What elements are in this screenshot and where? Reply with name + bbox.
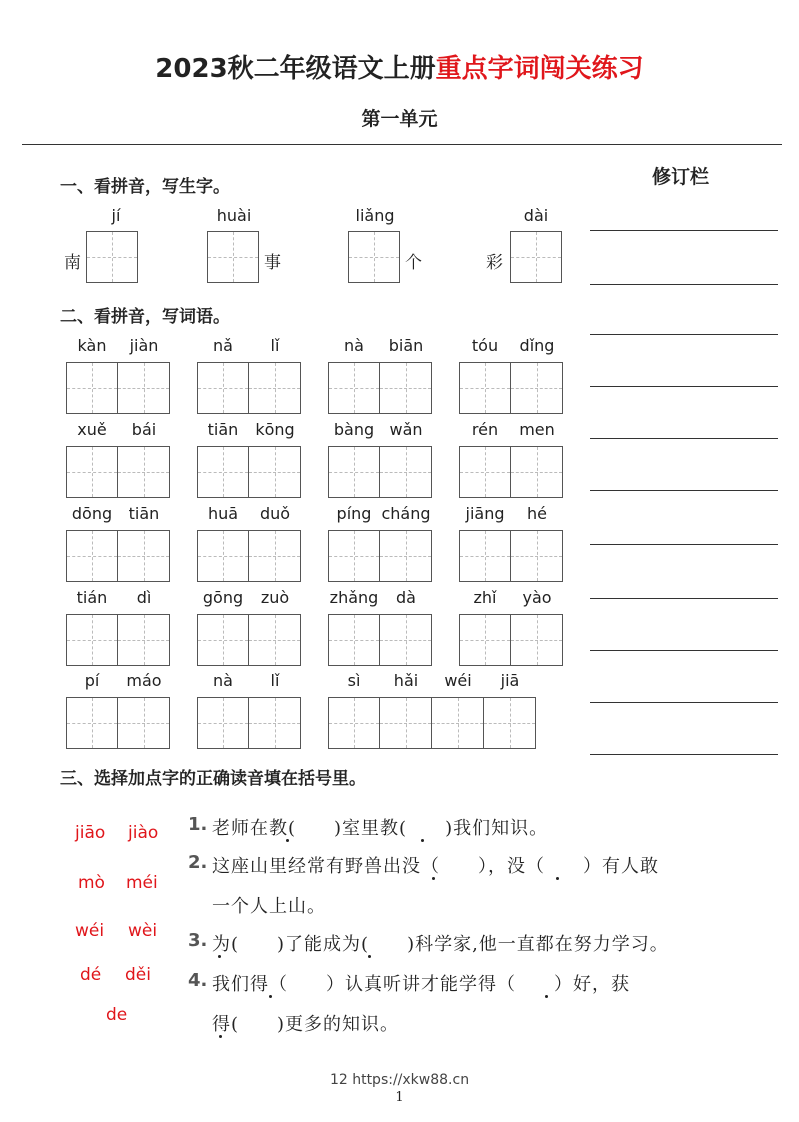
s2-pinyin: jiàn bbox=[129, 336, 159, 355]
s2-pinyin: huā bbox=[207, 504, 239, 523]
s1-pinyin: dài bbox=[523, 206, 549, 225]
writing-cell[interactable] bbox=[432, 697, 484, 749]
writing-cell[interactable] bbox=[511, 362, 563, 414]
question-number: 4. bbox=[188, 970, 208, 991]
writing-cell[interactable] bbox=[510, 231, 562, 283]
s2-answer-box[interactable] bbox=[66, 446, 170, 498]
s2-answer-box[interactable] bbox=[197, 446, 301, 498]
writing-cell[interactable] bbox=[380, 530, 432, 582]
option-pinyin: dé bbox=[80, 965, 102, 985]
s2-answer-box[interactable] bbox=[459, 446, 563, 498]
s2-pinyin: pí bbox=[84, 671, 100, 690]
page-title bbox=[0, 48, 799, 85]
emphasis-dot bbox=[219, 1035, 222, 1038]
s1-char-after: 事 bbox=[264, 253, 281, 273]
question-text: 老师在教( )室里教( )我们知识。 bbox=[212, 818, 549, 839]
s2-answer-box[interactable] bbox=[459, 362, 563, 414]
s1-char-before: 彩 bbox=[486, 253, 503, 273]
s2-answer-box[interactable] bbox=[66, 362, 170, 414]
s2-pinyin: hǎi bbox=[393, 671, 419, 690]
question-text-cont: 得( )更多的知识。 bbox=[212, 1014, 400, 1035]
writing-cell[interactable] bbox=[511, 446, 563, 498]
option-pinyin: děi bbox=[125, 965, 151, 985]
question-number: 1. bbox=[188, 814, 208, 835]
s1-answer-box[interactable] bbox=[207, 231, 259, 283]
writing-cell[interactable] bbox=[86, 231, 138, 283]
s2-pinyin: hé bbox=[527, 504, 547, 523]
question-text: 我们得（ ）认真听讲才能学得（ ）好，获 bbox=[212, 974, 630, 995]
writing-cell[interactable] bbox=[511, 530, 563, 582]
s2-pinyin: dǐng bbox=[519, 336, 555, 355]
s2-pinyin: kōng bbox=[255, 420, 295, 439]
s2-pinyin: dōng bbox=[71, 504, 113, 523]
section2-heading: 二、看拼音，写词语。 bbox=[60, 307, 230, 327]
s2-answer-box[interactable] bbox=[197, 530, 301, 582]
writing-cell[interactable] bbox=[328, 697, 380, 749]
writing-cell[interactable] bbox=[328, 530, 380, 582]
writing-cell[interactable] bbox=[380, 697, 432, 749]
s2-pinyin: nà bbox=[344, 336, 364, 355]
emphasis-dot bbox=[421, 839, 424, 842]
s2-pinyin: lǐ bbox=[270, 336, 280, 355]
option-pinyin: mò bbox=[78, 873, 105, 893]
writing-cell[interactable] bbox=[197, 446, 249, 498]
writing-cell[interactable] bbox=[459, 614, 511, 666]
emphasis-dot bbox=[432, 877, 435, 880]
s2-pinyin: dà bbox=[396, 588, 416, 607]
s2-pinyin: zhǐ bbox=[473, 588, 497, 607]
s2-answer-box[interactable] bbox=[66, 530, 170, 582]
title-main: 2023秋二年级语文上册 bbox=[155, 54, 436, 84]
writing-cell[interactable] bbox=[249, 697, 301, 749]
s2-pinyin: biān bbox=[388, 336, 424, 355]
option-pinyin: de bbox=[106, 1005, 128, 1025]
revision-line[interactable] bbox=[590, 598, 778, 599]
s2-pinyin: rén bbox=[471, 420, 499, 439]
writing-cell[interactable] bbox=[380, 614, 432, 666]
question-number: 2. bbox=[188, 852, 208, 873]
section3-heading: 三、选择加点字的正确读音填在括号里。 bbox=[60, 769, 366, 789]
s2-pinyin: bàng bbox=[333, 420, 375, 439]
writing-cell[interactable] bbox=[484, 697, 536, 749]
writing-cell[interactable] bbox=[197, 697, 249, 749]
s2-answer-box[interactable] bbox=[66, 697, 170, 749]
s2-pinyin: gōng bbox=[202, 588, 244, 607]
revision-line[interactable] bbox=[590, 334, 778, 335]
header-divider bbox=[22, 144, 782, 145]
writing-cell[interactable] bbox=[66, 530, 118, 582]
option-pinyin: jiāo bbox=[75, 823, 106, 843]
option-pinyin: wèi bbox=[128, 921, 158, 941]
writing-cell[interactable] bbox=[249, 614, 301, 666]
s2-pinyin: bái bbox=[131, 420, 157, 439]
s2-answer-box[interactable] bbox=[459, 614, 563, 666]
s2-pinyin: máo bbox=[126, 671, 162, 690]
s2-pinyin: tóu bbox=[471, 336, 499, 355]
revision-line[interactable] bbox=[590, 754, 778, 755]
emphasis-dot bbox=[269, 995, 272, 998]
s2-pinyin: lǐ bbox=[270, 671, 280, 690]
revision-line[interactable] bbox=[590, 230, 778, 231]
s2-pinyin: píng bbox=[336, 504, 372, 523]
option-pinyin: jiào bbox=[128, 823, 159, 843]
title-highlight: 重点字词闯关练习 bbox=[435, 54, 644, 84]
s2-pinyin: zhǎng bbox=[329, 588, 379, 607]
revision-line[interactable] bbox=[590, 544, 778, 545]
s2-pinyin: tiān bbox=[207, 420, 239, 439]
question-text: 为( )了能成为( )科学家,他一直都在努力学习。 bbox=[212, 934, 669, 955]
writing-cell[interactable] bbox=[459, 362, 511, 414]
writing-cell[interactable] bbox=[249, 446, 301, 498]
writing-cell[interactable] bbox=[118, 362, 170, 414]
s2-pinyin: xuě bbox=[77, 420, 107, 439]
s2-pinyin: kàn bbox=[77, 336, 107, 355]
s2-pinyin: wǎn bbox=[389, 420, 423, 439]
s2-answer-box[interactable] bbox=[328, 614, 432, 666]
emphasis-dot bbox=[556, 877, 559, 880]
question-text: 这座山里经常有野兽出没（ ），没（ ）有人敢 bbox=[212, 856, 659, 877]
s2-pinyin: tiān bbox=[128, 504, 160, 523]
writing-cell[interactable] bbox=[459, 530, 511, 582]
revision-line[interactable] bbox=[590, 490, 778, 491]
s2-pinyin: men bbox=[519, 420, 555, 439]
emphasis-dot bbox=[368, 955, 371, 958]
s2-answer-box[interactable] bbox=[197, 614, 301, 666]
writing-cell[interactable] bbox=[249, 362, 301, 414]
s2-pinyin: duǒ bbox=[259, 504, 291, 523]
writing-cell[interactable] bbox=[118, 697, 170, 749]
writing-cell[interactable] bbox=[197, 614, 249, 666]
s2-pinyin: dì bbox=[136, 588, 152, 607]
option-pinyin: wéi bbox=[75, 921, 105, 941]
s1-char-before: 南 bbox=[64, 253, 81, 273]
writing-cell[interactable] bbox=[380, 446, 432, 498]
s2-pinyin: zuò bbox=[260, 588, 290, 607]
writing-cell[interactable] bbox=[348, 231, 400, 283]
page-number: 1 bbox=[395, 1090, 404, 1105]
s1-pinyin: jí bbox=[111, 206, 121, 225]
s2-answer-box[interactable] bbox=[328, 530, 432, 582]
writing-cell[interactable] bbox=[118, 446, 170, 498]
writing-cell[interactable] bbox=[249, 530, 301, 582]
s2-pinyin: nà bbox=[213, 671, 233, 690]
revision-line[interactable] bbox=[590, 702, 778, 703]
writing-cell[interactable] bbox=[118, 530, 170, 582]
s2-pinyin: jiā bbox=[500, 671, 520, 690]
question-text-cont: 一个人上山。 bbox=[212, 896, 326, 917]
s2-pinyin: sì bbox=[347, 671, 361, 690]
s1-answer-box[interactable] bbox=[86, 231, 138, 283]
revision-line[interactable] bbox=[590, 386, 778, 387]
revision-line[interactable] bbox=[590, 438, 778, 439]
s1-char-after: 个 bbox=[405, 253, 422, 273]
s1-pinyin: huài bbox=[216, 206, 252, 225]
s1-answer-box[interactable] bbox=[348, 231, 400, 283]
writing-cell[interactable] bbox=[66, 614, 118, 666]
s2-pinyin: cháng bbox=[381, 504, 431, 523]
writing-cell[interactable] bbox=[66, 697, 118, 749]
revision-line[interactable] bbox=[590, 650, 778, 651]
footer-url: 12 https://xkw88.cn bbox=[329, 1072, 470, 1088]
s2-answer-box[interactable] bbox=[328, 362, 432, 414]
s2-answer-box[interactable] bbox=[197, 697, 301, 749]
writing-cell[interactable] bbox=[511, 614, 563, 666]
writing-cell[interactable] bbox=[328, 446, 380, 498]
s2-answer-box[interactable] bbox=[328, 446, 432, 498]
question-number: 3. bbox=[188, 930, 208, 951]
s2-answer-box[interactable] bbox=[66, 614, 170, 666]
writing-cell[interactable] bbox=[118, 614, 170, 666]
revision-line[interactable] bbox=[590, 284, 778, 285]
writing-cell[interactable] bbox=[328, 614, 380, 666]
writing-cell[interactable] bbox=[66, 362, 118, 414]
s2-pinyin: wéi bbox=[444, 671, 472, 690]
writing-cell[interactable] bbox=[459, 446, 511, 498]
s1-answer-box[interactable] bbox=[510, 231, 562, 283]
s2-pinyin: yào bbox=[522, 588, 552, 607]
s2-answer-box[interactable] bbox=[197, 362, 301, 414]
writing-cell[interactable] bbox=[197, 530, 249, 582]
s2-pinyin: tián bbox=[76, 588, 108, 607]
s1-pinyin: liǎng bbox=[355, 206, 395, 225]
writing-cell[interactable] bbox=[328, 362, 380, 414]
emphasis-dot bbox=[286, 839, 289, 842]
writing-cell[interactable] bbox=[66, 446, 118, 498]
s2-pinyin: nǎ bbox=[213, 336, 233, 355]
s2-answer-box[interactable] bbox=[459, 530, 563, 582]
option-pinyin: méi bbox=[126, 873, 158, 893]
section1-heading: 一、看拼音，写生字。 bbox=[60, 177, 230, 197]
revision-column-title: 修订栏 bbox=[652, 166, 710, 188]
s2-pinyin: jiāng bbox=[465, 504, 505, 523]
emphasis-dot bbox=[545, 995, 548, 998]
unit-subtitle: 第一单元 bbox=[361, 108, 438, 130]
s2-answer-box-4[interactable] bbox=[328, 697, 536, 749]
writing-cell[interactable] bbox=[197, 362, 249, 414]
writing-cell[interactable] bbox=[207, 231, 259, 283]
writing-cell[interactable] bbox=[380, 362, 432, 414]
emphasis-dot bbox=[218, 955, 221, 958]
